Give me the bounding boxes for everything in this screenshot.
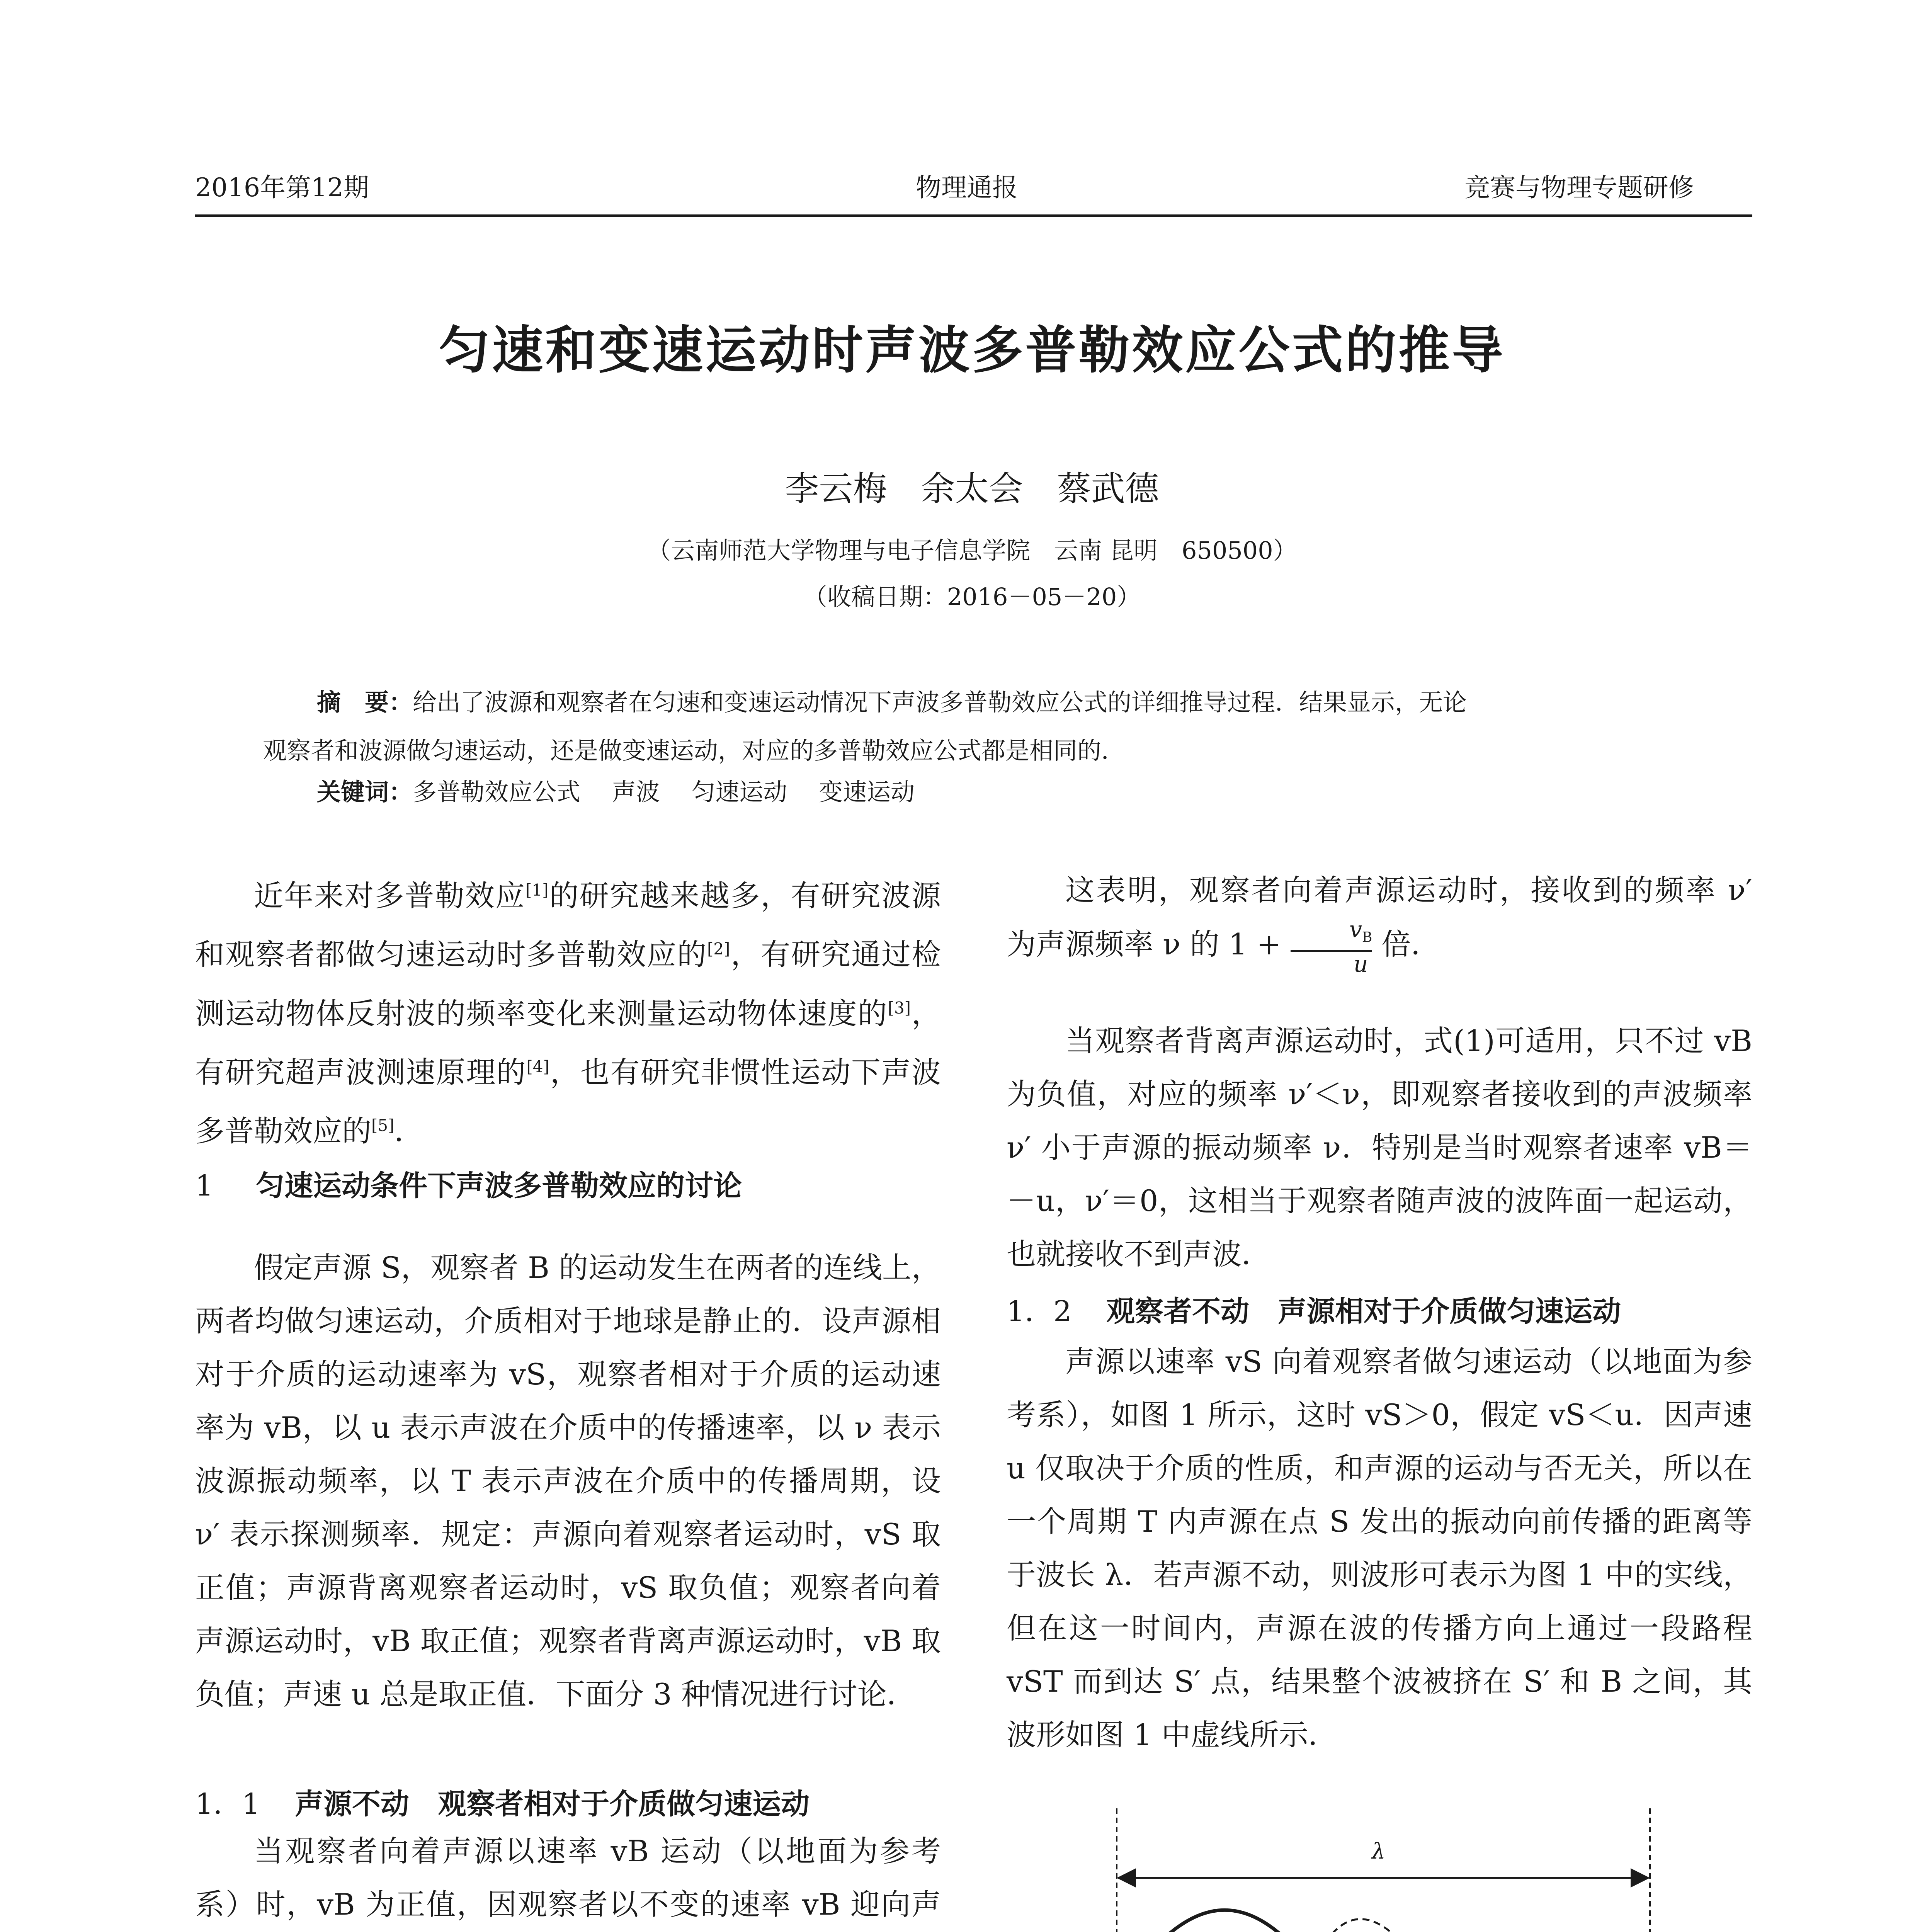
right-paragraph-2: 当观察者背离声源运动时，式(1)可适用，只不过 vB 为负值，对应的频率 ν′＜ν，即观察者接收到的声波频率 ν′ 小于声源的振动频率 ν．特别是当时观察者速率 vB＝－u，ν′＝0，这相当于观察者随声波的波阵面一起运动，也就接收不到声波． xyxy=(1007,1024,1752,1271)
received-date: （收稿日期：2016－05－20） xyxy=(803,583,1141,611)
abstract-label: 摘 要： xyxy=(317,688,413,716)
keywords-items: 多普勒效应公式 声波 匀速运动 变速运动 xyxy=(413,778,915,806)
intro-paragraph: 近年来对多普勒效应[1]的研究越来越多，有研究波源和观察者都做匀速运动时多普勒效应的[2]，有研究通过检测运动物体反射波的频率变化来测量运动物体速度的[3]，有研究超声波测速原理的[4]，也有研究非惯性运动下声波多普勒效应的[5]． xyxy=(195,878,941,1148)
keywords xyxy=(317,773,915,807)
section-1-paragraph: 假定声源 S，观察者 B 的运动发生在两者的连线上，两者均做匀速运动，介质相对于地球是静止的．设声源相对于介质的运动速率为 vS，观察者相对于介质的运动速率为 vB，以 u 表示声波在介质中的传播速率，以 ν 表示波源振动频率，以 T 表示声波在介质中的传播周期，设 ν′ 表示探测频率．规定：声源向着观察者运动时，vS 取正值；声源背离观察者运动时，vS 取负值；观察者向着声源运动时，vB 取正值；观察者背离声源运动时，vB 取负值；声速 u 总是取正值．下面分 3 种情况进行讨论． xyxy=(195,1250,941,1711)
keywords-label: 关键词： xyxy=(317,778,413,806)
section-1-heading: 1 匀速运动条件下声波多普勒效应的讨论 xyxy=(195,1169,742,1202)
header-column: 竞赛与物理专题研修 xyxy=(1464,173,1694,202)
abstract-line2: 观察者和波源做匀速运动，还是做变速运动，对应的多普勒效应公式都是相同的． xyxy=(263,736,1126,765)
label-lambda: λ xyxy=(1372,1839,1386,1864)
abstract xyxy=(263,678,1685,775)
authors: 李云梅 余太会 蔡武德 xyxy=(785,469,1159,509)
header-rule xyxy=(195,214,1752,217)
section-1-1-paragraph: 当观察者向着声源以速率 vB 运动（以地面为参考系）时，vB 为正值，因观察者以不变的速率 vB 迎向声 xyxy=(195,1834,941,1922)
section-1-2-heading: 1．2 观察者不动 声源相对于介质做匀速运动 xyxy=(1007,1295,1621,1328)
figure-1 xyxy=(1101,1801,1681,1932)
dashed-wave xyxy=(1302,1919,1650,1932)
paper-title: 匀速和变速运动时声波多普勒效应公式的推导 xyxy=(439,321,1505,380)
solid-wave xyxy=(1117,1910,1650,1932)
header-journal: 物理通报 xyxy=(916,173,1018,202)
section-1-1-heading: 1．1 声源不动 观察者相对于介质做匀速运动 xyxy=(195,1787,810,1821)
header-issue: 2016年第12期 xyxy=(195,173,369,202)
right-paragraph-3: 声源以速率 vS 向着观察者做匀速运动（以地面为参考系），如图 1 所示，这时 vS＞0，假定 vS＜u．因声速 u 仅取决于介质的性质，和声源的运动与否无关，所以在一个周期 T 内声源在点 S 发出的振动向前传播的距离等于波长 λ．若声源不动，则波形可表示为图 1 中的实线，但在这一时间内，声源在波的传播方向上通过一段路程 vST 而到达 S′ 点，结果整个波被挤在 S′ 和 B 之间，其波形如图 1 中虚线所示． xyxy=(1007,1344,1752,1752)
affiliation: （云南师范大学物理与电子信息学院 云南 昆明 650500） xyxy=(647,536,1297,565)
abstract-line1: 给出了波源和观察者在匀速和变速运动情况下声波多普勒效应公式的详细推导过程．结果显示，无论 xyxy=(413,688,1467,716)
right-paragraph-1: 这表明，观察者向着声源运动时，接收到的频率 ν′ 为声源频率 ν 的 $1 + v_B$ u 倍． xyxy=(1007,873,1752,977)
